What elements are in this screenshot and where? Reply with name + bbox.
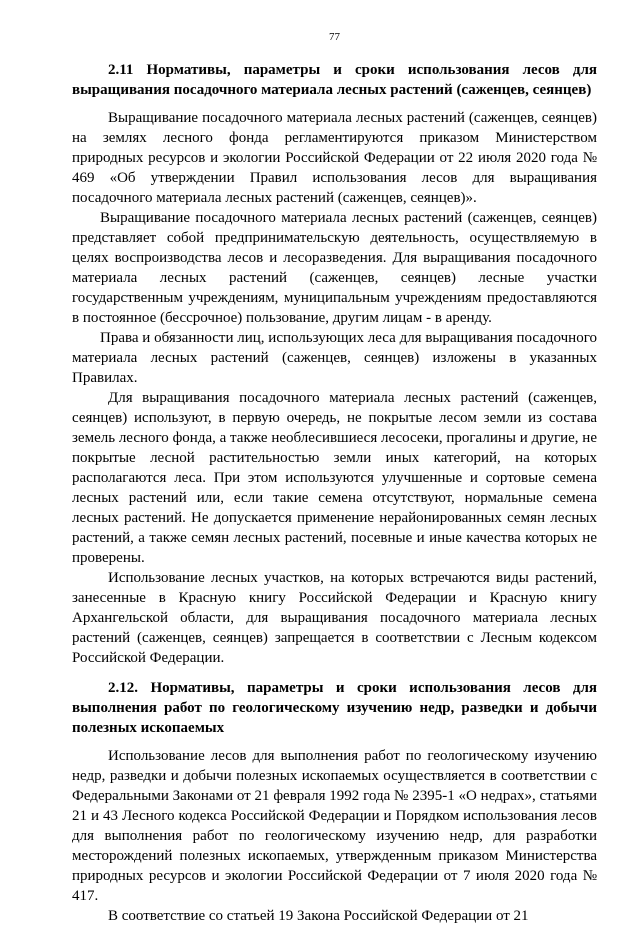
paragraph: Выращивание посадочного материала лесных растений (саженцев, сеянцев) на землях лесного фонда регламентируются приказом Министерством природных ресурсов и экологии Российской Федерации от 22 июля 2020 года № 469 «Об утверждении Правил использования лесов для выращивания посадочного материала лесных растений (саженцев, сеянцев)». bbox=[72, 110, 597, 206]
paragraph: Права и обязанности лиц, использующих леса для выращивания посадочного материала лесных растений (саженцев, сеянцев) изложены в указанных Правилах. bbox=[72, 330, 597, 386]
paragraph: Использование лесов для выполнения работ по геологическому изучению недр, разведки и добычи полезных ископаемых осуществляется в соответствии с Федеральными Законами от 21 февраля 1992 года № 2395-1 «О недрах», статьями 21 и 43 Лесного кодекса Российской Федерации и Порядком использования лесов для выполнения работ по геологическому изучению недр, для разработки месторождений полезных ископаемых, утвержденным приказом Министерства природных ресурсов и экологии Российской Федерации от 7 июля 2020 года № 417. bbox=[72, 748, 597, 904]
page-number: 77 bbox=[329, 31, 340, 43]
paragraph: Выращивание посадочного материала лесных растений (саженцев, сеянцев) представляет собой предпринимательскую деятельность, осуществляемую в целях воспроизводства лесов и лесоразведения. Для выращивания посадочного материала лесных растений (саженцев, сеянцев) лесные участки государственным учреждениям, муниципальным учреждениям предоставляются в постоянное (бессрочное) пользование, другим лицам - в аренду. bbox=[72, 210, 597, 326]
section-heading: 2.11 Нормативы, параметры и сроки использования лесов для выращивания посадочного материала лесных растений (саженцев, сеянцев) bbox=[72, 62, 597, 98]
section-2-11 bbox=[72, 60, 597, 668]
section-spacer bbox=[72, 668, 597, 678]
document-page bbox=[72, 30, 597, 926]
section-2-12 bbox=[72, 678, 597, 926]
paragraph: В соответствие со статьей 19 Закона Российской Федерации от 21 bbox=[108, 908, 529, 924]
paragraph: Для выращивания посадочного материала лесных растений (саженцев, сеянцев) используют, в первую очередь, не покрытые лесом земли из состава земель лесного фонда, а также необлесившиеся лесосеки, прогалины и другие, не покрытые лесной растительностью земли иных категорий, на которых располагаются леса. При этом используются улучшенные и сортовые семена лесных растений или, если такие семена отсутствуют, нормальные семена лесных растений. Не допускается применение нерайонированных семян лесных растений, а также семян лесных растений, посевные и иные качества которых не проверены. bbox=[72, 390, 597, 566]
section-heading: 2.12. Нормативы, параметры и сроки использования лесов для выполнения работ по геологическому изучению недр, разведки и добычи полезных ископаемых bbox=[72, 680, 597, 736]
paragraph: Использование лесных участков, на которых встречаются виды растений, занесенные в Красную книгу Российской Федерации и Красную книгу Архангельской области, для выращивания посадочного материала лесных растений (саженцев, сеянцев) запрещается в соответствии с Лесным кодексом Российской Федерации. bbox=[72, 570, 597, 666]
